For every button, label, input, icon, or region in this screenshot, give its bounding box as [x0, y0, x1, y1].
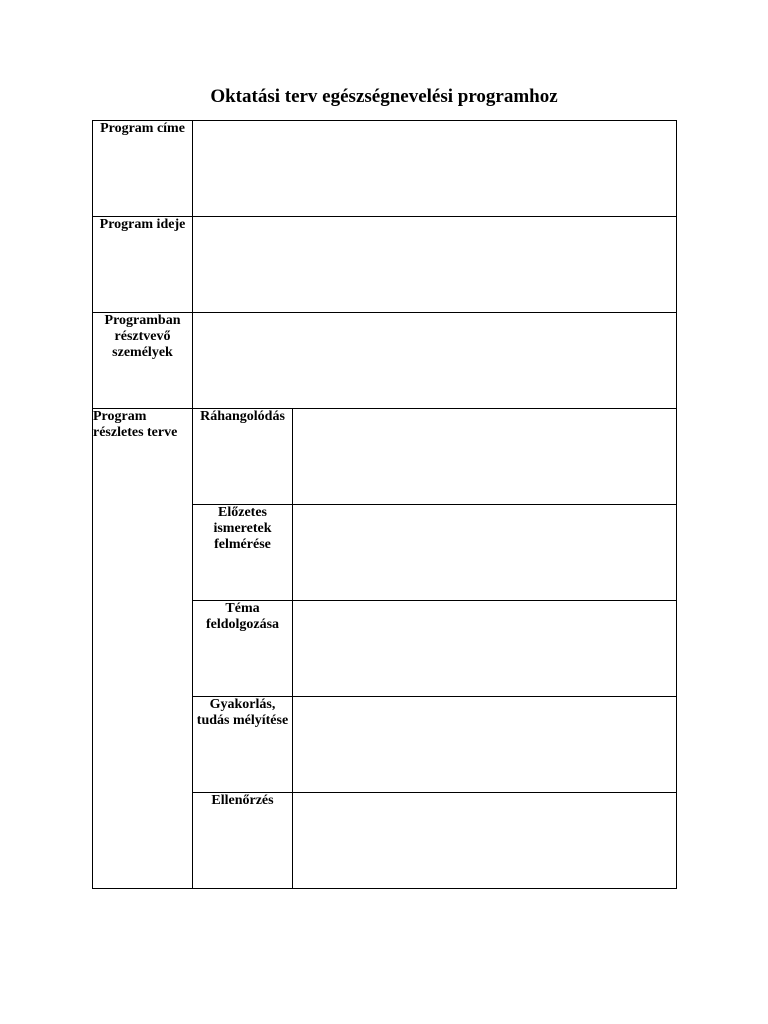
plan-step-label — [193, 409, 293, 505]
plan-step-label — [193, 697, 293, 793]
participants-label-text: Programban résztvevő személyek — [104, 313, 181, 360]
plan-step-label-text: Gyakorlás, tudás mélyítése — [196, 697, 289, 728]
program-date-label-text: Program ideje — [99, 217, 186, 232]
participants-field[interactable] — [193, 313, 677, 409]
program-title-label — [93, 121, 193, 217]
detailed-plan-label-text: Program részletes terve — [93, 409, 178, 440]
plan-step-label-text: Előzetes ismeretek felmérése — [213, 505, 272, 552]
plan-step-field[interactable] — [293, 601, 677, 697]
plan-step-label-text: Téma feldolgozása — [205, 601, 280, 632]
participants-label — [93, 313, 193, 409]
plan-step-label — [193, 505, 293, 601]
plan-step-label — [193, 601, 293, 697]
page-title: Oktatási terv egészségnevelési programhoz — [210, 86, 558, 107]
program-title-label-text: Program címe — [100, 121, 185, 136]
plan-step-field[interactable] — [293, 409, 677, 505]
plan-table — [92, 120, 677, 889]
detailed-plan-label — [93, 409, 193, 889]
table-row-program-title — [93, 121, 677, 217]
table-row-plan-step-1 — [93, 409, 677, 505]
plan-step-field[interactable] — [293, 697, 677, 793]
table-row-participants — [93, 313, 677, 409]
plan-step-label — [193, 793, 293, 889]
plan-step-field[interactable] — [293, 505, 677, 601]
plan-step-label-text: Ráhangolódás — [200, 409, 285, 424]
table-row-program-date — [93, 217, 677, 313]
program-date-label — [93, 217, 193, 313]
program-date-field[interactable] — [193, 217, 677, 313]
plan-step-label-text: Ellenőrzés — [211, 793, 274, 808]
plan-step-field[interactable] — [293, 793, 677, 889]
program-title-field[interactable] — [193, 121, 677, 217]
